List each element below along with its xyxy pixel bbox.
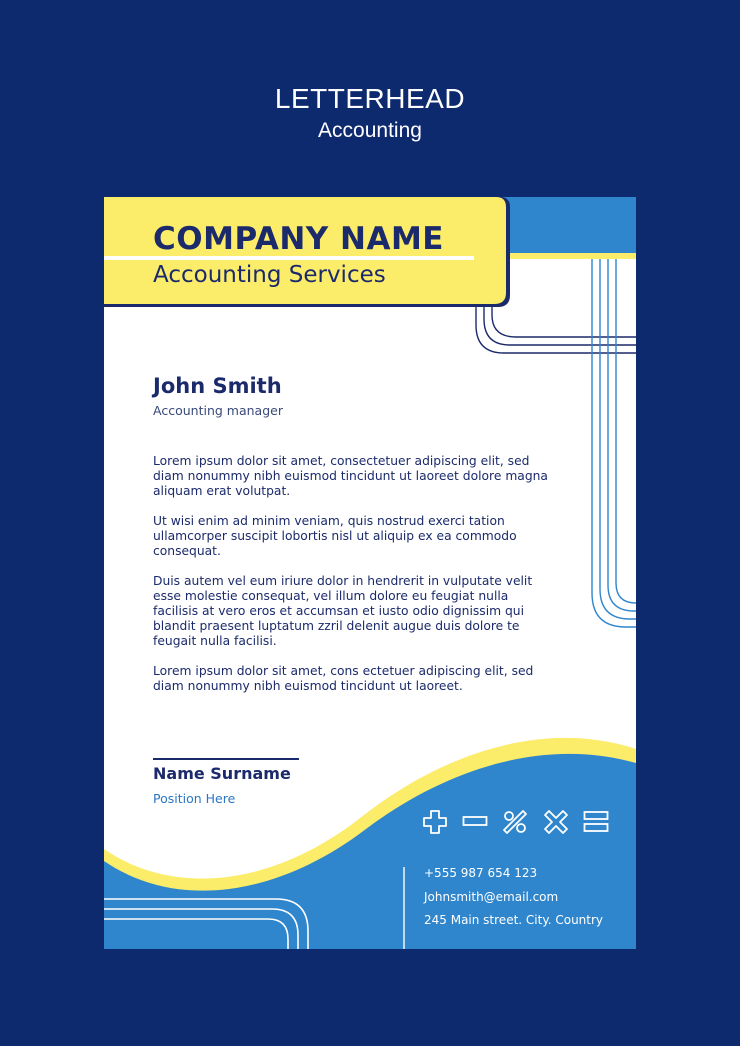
letterhead-sheet bbox=[104, 197, 636, 949]
top-right-lines bbox=[476, 307, 636, 353]
letterhead-title: LETTERHEAD bbox=[274, 83, 466, 114]
percent-icon bbox=[502, 809, 528, 835]
paragraph: Ut wisi enim ad minim veniam, quis nostrud exerci tation ullamcorper suscipit lobortis nisl ut aliquip ex ea commodo consequat. bbox=[153, 514, 517, 558]
signature-name: Name Surname bbox=[153, 764, 291, 783]
right-vertical-lines bbox=[592, 259, 636, 627]
header-yellow-stripe bbox=[496, 253, 636, 259]
sender-role: Accounting manager bbox=[153, 403, 283, 418]
paragraph: Lorem ipsum dolor sit amet, cons ectetuer adipiscing elit, sed diam nonummy nibh euismod tincidunt ut laoreet. bbox=[153, 664, 534, 693]
minus-icon bbox=[462, 813, 488, 829]
paragraph: Lorem ipsum dolor sit amet, consectetuer adipiscing elit, sed diam nonummy nibh euismod tincidunt ut laoreet dolore magna aliquam erat volutpat. bbox=[153, 454, 548, 498]
contact-phone: +555 987 654 123 bbox=[424, 866, 538, 880]
paragraph: Duis autem vel eum iriure dolor in hendrerit in vulputate velit esse molestie consequat, vel illum dolore eu feugiat nulla facilisis at vero eros et accumsan et iusto odio dignissim qui blandit praesent luptatum zzril delenit augue duis dolore te feugait nulla facilisi. bbox=[153, 574, 533, 648]
letterhead-subtitle: Accounting bbox=[318, 119, 422, 142]
equals-icon bbox=[583, 810, 609, 834]
contact-address: 245 Main street. City. Country bbox=[424, 913, 604, 927]
signature-line bbox=[153, 758, 299, 760]
header-blue-bar bbox=[496, 197, 636, 255]
multiply-icon bbox=[543, 809, 569, 835]
plus-icon bbox=[422, 809, 448, 835]
contact-email: Johnsmith@email.com bbox=[424, 890, 559, 904]
sender-name: John Smith bbox=[153, 374, 282, 398]
company-tagline: Accounting Services bbox=[153, 262, 386, 288]
letter-body bbox=[153, 454, 553, 709]
company-name: COMPANY NAME bbox=[153, 221, 444, 257]
signature-position: Position Here bbox=[153, 791, 236, 806]
